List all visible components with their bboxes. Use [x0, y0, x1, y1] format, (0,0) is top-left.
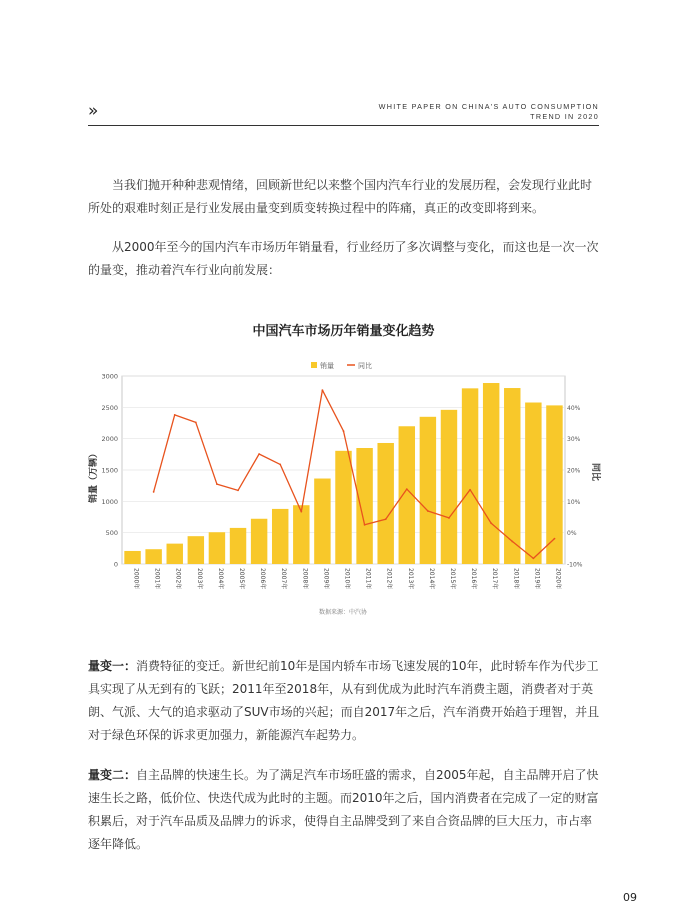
yoy-point-2001年: [153, 491, 155, 493]
yoy-point-2005年: [237, 489, 239, 491]
x-tick-label: 2003年: [195, 568, 203, 590]
legend-bar-label: 销量: [320, 362, 334, 370]
bar-2015年: [441, 410, 457, 564]
bar-2014年: [420, 417, 436, 564]
yoy-point-2010年: [343, 430, 345, 432]
y2-tick-label: 40%: [567, 404, 581, 412]
yoy-point-2015年: [448, 517, 450, 519]
x-tick-label: 2008年: [301, 568, 309, 590]
paragraph-change-one: [88, 655, 600, 747]
bar-2012年: [377, 443, 393, 564]
header-title-line2: TREND IN 2020: [530, 112, 599, 121]
yoy-point-2019年: [532, 557, 534, 559]
yoy-point-2002年: [174, 414, 176, 416]
y-tick-label: 2000: [101, 435, 118, 444]
bar-2006年: [251, 519, 267, 564]
x-tick-label: 2015年: [448, 568, 456, 590]
y-tick-label: 0: [113, 560, 118, 569]
bar-2016年: [462, 388, 478, 564]
bar-2018年: [504, 388, 520, 564]
x-tick-label: 2020年: [554, 568, 562, 590]
y2-tick-label: 20%: [567, 467, 581, 475]
bar-2010年: [335, 451, 351, 564]
paragraph-change-two: [88, 764, 600, 856]
bar-2020年: [546, 405, 562, 564]
yoy-point-2014年: [427, 510, 429, 512]
y2-tick-label: 30%: [567, 436, 581, 444]
change-one-lead: 量变一：: [88, 659, 137, 673]
paragraph-intro: 当我们抛开种种悲观情绪，回顾新世纪以来整个国内汽车行业的发展历程，会发现行业此时所处的艰难时刻正是行业发展由量变到质变转换过程中的阵痛，真正的改变即将到来。: [88, 178, 593, 215]
yoy-point-2008年: [300, 511, 302, 513]
header-chevron: »: [88, 101, 95, 121]
header-title: [379, 102, 599, 122]
header-rule: [88, 125, 599, 126]
y2-tick-label: 10%: [567, 498, 581, 506]
x-tick-label: 2009年: [322, 568, 330, 590]
y-tick-label: 500: [105, 529, 118, 538]
x-tick-label: 2012年: [385, 568, 393, 590]
yoy-point-2004年: [216, 483, 218, 485]
change-two-text: 自主品牌的快速生长。为了满足汽车市场旺盛的需求，自2005年起，自主品牌开启了快速生长之路，低价位、快迭代成为此时的主题。而2010年之后，国内消费者在完成了一定的财富积累后，对于汽车品质及品牌力的诉求，使得自主品牌受到了来自合资品牌的巨大压力，市占率逐年降低。: [88, 768, 599, 851]
bar-2007年: [272, 509, 288, 564]
x-tick-label: 2007年: [280, 568, 288, 590]
x-tick-label: 2011年: [364, 568, 372, 590]
yoy-point-2007年: [279, 463, 281, 465]
y-tick-label: 1000: [101, 497, 118, 506]
sales-chart: [0, 355, 687, 655]
y2-axis-title: 同比: [590, 462, 600, 482]
change-two-lead: 量变二：: [88, 768, 137, 782]
bar-2001年: [145, 549, 161, 564]
x-tick-label: 2004年: [216, 568, 224, 590]
page-number: 09: [623, 891, 637, 904]
bar-2019年: [525, 403, 541, 564]
yoy-point-2013年: [406, 488, 408, 490]
yoy-point-2017年: [490, 522, 492, 524]
yoy-point-2009年: [322, 389, 324, 391]
x-tick-label: 2013年: [406, 568, 414, 590]
y2-tick-label: -10%: [567, 561, 583, 569]
x-tick-label: 2000年: [132, 568, 140, 590]
y-tick-label: 2500: [101, 403, 118, 412]
x-tick-label: 2016年: [470, 568, 478, 590]
yoy-point-2018年: [511, 541, 513, 543]
x-tick-label: 2010年: [343, 568, 351, 590]
chart-title: 中国汽车市场历年销量变化趋势: [252, 324, 435, 339]
bar-2017年: [483, 383, 499, 564]
paragraph-sales-review: 从2000年至今的国内汽车市场历年销量看，行业经历了多次调整与变化，而这也是一次一次的量变，推动着汽车行业向前发展：: [88, 240, 599, 277]
yoy-point-2012年: [385, 518, 387, 520]
yoy-point-2006年: [258, 453, 260, 455]
bar-2002年: [167, 544, 183, 564]
yoy-point-2003年: [195, 421, 197, 423]
yoy-point-2020年: [554, 538, 556, 540]
y-tick-label: 1500: [101, 466, 118, 475]
bar-2004年: [209, 532, 225, 564]
legend-bar-swatch: [311, 362, 317, 368]
x-tick-label: 2017年: [491, 568, 499, 590]
bar-2003年: [188, 536, 204, 564]
bar-2011年: [356, 448, 372, 564]
x-tick-label: 2019年: [533, 568, 541, 590]
x-tick-label: 2005年: [238, 568, 246, 590]
bar-2000年: [124, 551, 140, 564]
x-tick-label: 2018年: [512, 568, 520, 590]
bar-2008年: [293, 505, 309, 564]
x-tick-label: 2014年: [427, 568, 435, 590]
y-axis-title: 销量（万辆）: [89, 448, 99, 504]
chart-source: 数据来源：中汽协: [318, 609, 368, 616]
legend-line-label: 同比: [358, 362, 372, 370]
y2-tick-label: 0%: [567, 530, 577, 538]
bar-2005年: [230, 528, 246, 564]
x-tick-label: 2001年: [153, 568, 161, 590]
x-tick-label: 2002年: [174, 568, 182, 590]
change-one-text: 消费特征的变迁。新世纪前10年是国内轿车市场飞速发展的10年，此时轿车作为代步工具实现了从无到有的飞跃；2011年至2018年，从有到优成为此时汽车消费主题，消费者对于英朗、气派、大气的追求驱动了SUV市场的兴起；而自2017年之后，汽车消费开始趋于理智，并且对于绿色环保的诉求更加强力，新能源汽车起势力。: [88, 659, 600, 742]
bar-2009年: [314, 479, 330, 564]
x-tick-label: 2006年: [259, 568, 267, 590]
yoy-point-2016年: [469, 489, 471, 491]
header-title-line1: WHITE PAPER ON CHINA'S AUTO CONSUMPTION: [378, 102, 599, 111]
yoy-point-2011年: [364, 524, 366, 526]
y-tick-label: 3000: [101, 372, 118, 381]
